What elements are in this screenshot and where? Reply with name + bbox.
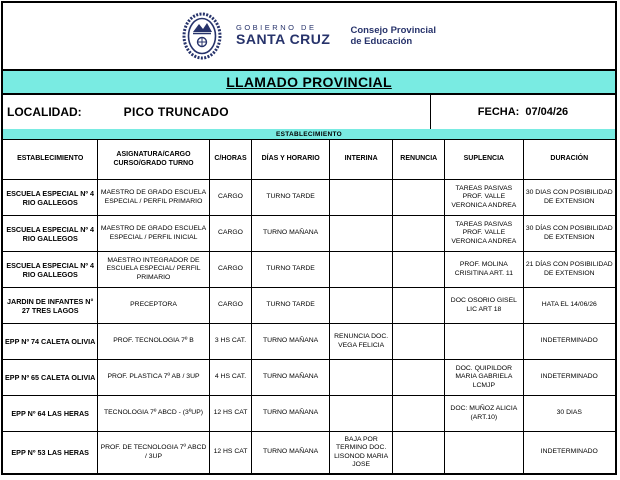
cell-duracion: 30 DIAS CON POSIBILIDAD DE EXTENSION (525, 189, 613, 205)
cell-duracion: 30 DÍAS CON POSIBILIDAD DE EXTENSION (525, 225, 613, 241)
gobierno-de-text: GOBIERNO DE (236, 23, 317, 33)
cell-interina: BAJA POR TERMINO DOC. LISONOD MARIA JOSE (330, 432, 394, 473)
cell-asignatura-cargo: MAESTRO INTEGRADOR DE ESCUELA ESPECIAL/ PERFIL PRIMARIO (98, 252, 209, 287)
cell-interina (330, 180, 394, 215)
table-header-row (3, 140, 615, 180)
cell-duracion: HATA EL 14/06/26 (541, 301, 597, 309)
consejo-wordmark (350, 25, 436, 48)
consejo-line2: de Educación (350, 36, 413, 47)
table-row (3, 324, 615, 360)
cell-dias-y-horario: TURNO MAÑANA (252, 324, 330, 359)
cell-c-horas: 12 HS CAT (210, 396, 253, 431)
cell-interina (330, 396, 394, 431)
table-row (3, 216, 615, 252)
document-page (1, 1, 617, 475)
cell-duracion: 30 DIAS (556, 409, 582, 417)
establecimiento-band-label: ESTABLECIMIENTO (275, 130, 342, 138)
fecha-value: 07/04/26 (525, 106, 569, 118)
localidad-label: LOCALIDAD: (7, 105, 82, 119)
cell-interina (330, 288, 394, 323)
page-title: LLAMADO PROVINCIAL (226, 74, 392, 90)
column-header-establecimiento: ESTABLECIMIENTO (3, 140, 98, 179)
column-header-interina: INTERINA (330, 140, 394, 179)
column-header-dias-y-horario: DÍAS Y HORARIO (252, 140, 330, 179)
cell-establecimiento: EPP Nº 74 CALETA OLIVIA (3, 324, 98, 359)
cell-interina (330, 216, 394, 251)
cell-c-horas: 3 HS CAT. (210, 324, 253, 359)
cell-duracion: INDETERMINADO (540, 337, 598, 345)
letterhead (3, 3, 615, 69)
cell-c-horas: CARGO (210, 252, 253, 287)
cell-establecimiento: JARDIN DE INFANTES N° 27 TRES LAGOS (3, 288, 98, 323)
cell-establecimiento: EPP Nº 65 CALETA OLIVIA (3, 360, 98, 395)
cell-asignatura-cargo: MAESTRO DE GRADO ESCUELA ESPECIAL / PERFIL PRIMARIO (98, 180, 209, 215)
column-header-duracion: DURACIÓN (550, 155, 589, 163)
cell-c-horas: CARGO (210, 180, 253, 215)
table-row (3, 180, 615, 216)
cell-dias-y-horario: TURNO MAÑANA (252, 432, 330, 473)
cell-c-horas: CARGO (210, 288, 253, 323)
column-header-asignatura-cargo: ASIGNATURA/CARGO CURSO/GRADO TURNO (98, 140, 209, 179)
cell-suplencia (445, 324, 523, 359)
column-header-c-horas: C/HORAS (210, 140, 253, 179)
cell-establecimiento: EPP Nº 64 LAS HERAS (3, 396, 98, 431)
localidad-cell (3, 95, 430, 129)
cell-interina (330, 252, 394, 287)
cell-interina (330, 360, 394, 395)
cell-suplencia: DOC: MUÑOZ ALICIA (ART.10) (445, 396, 523, 431)
table-row (3, 288, 615, 324)
cell-dias-y-horario: TURNO TARDE (252, 252, 330, 287)
cell-dias-y-horario: TURNO TARDE (252, 288, 330, 323)
cell-c-horas: 12 HS CAT (210, 432, 253, 473)
cell-suplencia: TAREAS PASIVAS PROF. VALLE VERONICA ANDREA (445, 180, 523, 215)
cell-dias-y-horario: TURNO MAÑANA (252, 396, 330, 431)
fecha-label: FECHA: (477, 106, 520, 118)
cell-renuncia (393, 396, 445, 431)
cell-renuncia (393, 360, 445, 395)
cell-establecimiento: EPP Nº 53 LAS HERAS (3, 432, 98, 473)
column-header-renuncia: RENUNCIA (393, 140, 445, 179)
cell-establecimiento: ESCUELA ESPECIAL Nº 4 RIO GALLEGOS (3, 216, 98, 251)
santa-cruz-text: SANTA CRUZ (236, 31, 331, 48)
table-row (3, 360, 615, 396)
cell-renuncia (393, 216, 445, 251)
consejo-line1: Consejo Provincial (350, 24, 436, 36)
fecha-cell (430, 95, 615, 129)
table-row (3, 432, 615, 473)
table-body (3, 180, 615, 473)
cell-renuncia (393, 180, 445, 215)
cell-renuncia (393, 324, 445, 359)
cell-dias-y-horario: TURNO TARDE (252, 180, 330, 215)
cell-interina: RENUNCIA DOC. VEGA FELICIA (330, 324, 394, 359)
cell-asignatura-cargo: PRECEPTORA (98, 288, 209, 323)
cell-establecimiento: ESCUELA ESPECIAL Nº 4 RIO GALLEGOS (3, 252, 98, 287)
cell-renuncia (393, 288, 445, 323)
cell-suplencia: DOC. QUIPILDOR MARIA GABRIELA LCMJP (445, 360, 523, 395)
localidad-value: PICO TRUNCADO (123, 105, 229, 119)
info-row (3, 95, 615, 129)
table-row (3, 252, 615, 288)
cell-dias-y-horario: TURNO MAÑANA (252, 360, 330, 395)
cell-renuncia (393, 252, 445, 287)
cell-duracion: 21 DÍAS CON POSIBILIDAD DE EXTENSION (525, 261, 613, 277)
cell-asignatura-cargo: PROF. DE TECNOLOGIA 7º ABCD / 3UP (98, 432, 209, 473)
title-band (3, 69, 615, 95)
establecimiento-band (3, 129, 615, 140)
gobierno-wordmark (236, 24, 330, 48)
table-row (3, 396, 615, 432)
cell-renuncia (393, 432, 445, 473)
cell-asignatura-cargo: TECNOLOGIA 7º ABCD - (3ºUP) (98, 396, 209, 431)
column-header-suplencia: SUPLENCIA (445, 140, 523, 179)
santa-cruz-coat-of-arms-icon (182, 12, 222, 60)
cell-suplencia: TAREAS PASIVAS PROF. VALLE VERONICA ANDREA (445, 216, 523, 251)
cell-suplencia: DOC OSORIO GISEL LIC ART 18 (445, 288, 523, 323)
cell-duracion: INDETERMINADO (540, 448, 598, 456)
cell-asignatura-cargo: MAESTRO DE GRADO ESCUELA ESPECIAL / PERFIL INICIAL (98, 216, 209, 251)
cell-asignatura-cargo: PROF. PLASTICA 7º AB / 3UP (98, 360, 209, 395)
cell-suplencia (445, 432, 523, 473)
cell-c-horas: 4 HS CAT. (210, 360, 253, 395)
cell-c-horas: CARGO (210, 216, 253, 251)
cell-asignatura-cargo: PROF. TECNOLOGIA 7º B (98, 324, 209, 359)
cell-establecimiento: ESCUELA ESPECIAL Nº 4 RIO GALLEGOS (3, 180, 98, 215)
cell-duracion: INDETERMINADO (540, 373, 598, 381)
cell-dias-y-horario: TURNO MAÑANA (252, 216, 330, 251)
cell-suplencia: PROF. MOLINA CRISITINA ART. 11 (445, 252, 523, 287)
